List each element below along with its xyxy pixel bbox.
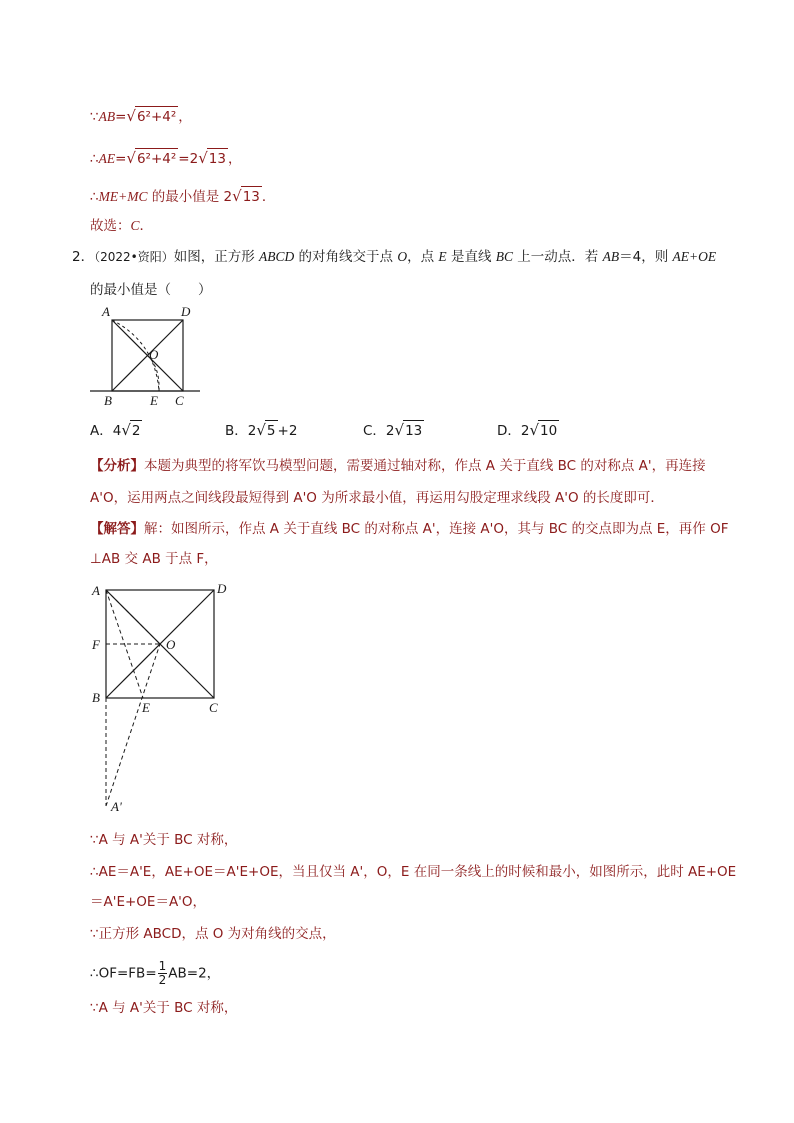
fig2-label-c: C: [209, 700, 218, 715]
step-5: ∴OF=FB= $\frac{1}{2}$ AB=2，: [90, 959, 221, 987]
fig1-label-o: O: [149, 347, 159, 362]
step-4: ∵正方形 ABCD，点 O 为对角线的交点，: [90, 926, 336, 942]
step-1: ∵A 与 A'关于 BC 对称，: [90, 832, 238, 848]
analysis-line-2: A'O，运用两点之间线段最短得到 A'O 为所求最小值，再运用勾股定理求线段 A'O 的长度即可．: [90, 490, 664, 506]
line-ab-sqrt: ∵AB=√6²+4² ，: [90, 107, 192, 125]
step-3: ＝A'E+OE＝A'O，: [90, 894, 207, 910]
answer-line-2: ⊥AB 交 AB 于点 F，: [90, 551, 218, 567]
figure-2-reflection: [85, 575, 245, 815]
fig1-label-e: E: [150, 393, 158, 407]
fig2-label-e: E: [142, 700, 150, 715]
step-2: ∴AE＝A'E，AE+OE＝A'E+OE，当且仅当 A'，O，E 在同一条线上的时候和最小，如图所示，此时 AE+OE: [90, 864, 737, 880]
fig2-label-o: O: [166, 637, 176, 652]
option-c: C．2√13: [363, 421, 423, 439]
fig1-label-d: D: [181, 304, 191, 319]
fig2-label-f: F: [92, 637, 100, 652]
fig2-dashed-aprime-o: [106, 644, 160, 806]
question-2-stem-cont: 的最小值是（ ）: [90, 282, 212, 298]
fig2-label-d: D: [217, 581, 227, 596]
fig1-label-b: B: [104, 393, 112, 407]
fraction-half: $\frac{1}{2}$: [158, 959, 167, 987]
fig1-label-a: A: [102, 304, 110, 319]
step-6: ∵A 与 A'关于 BC 对称，: [90, 1000, 238, 1016]
option-b: B．2√5 +2: [225, 421, 298, 439]
option-a: A．4√2: [90, 421, 141, 439]
figure-1-square: [85, 302, 225, 407]
fig2-label-aprime: A': [111, 799, 122, 814]
answer-line-1: 【解答】解：如图所示，作点 A 关于直线 BC 的对称点 A'，连接 A'O，其与 BC 的交点即为点 E，再作 OF: [90, 521, 729, 537]
fig1-label-c: C: [175, 393, 184, 407]
line-ae-sqrt: ∴AE=√6²+4² =2√13 ，: [90, 149, 242, 167]
line-min-value: ∴ME+MC 的最小值是 2√13 ．: [90, 187, 276, 205]
question-2-stem: 2．（2022•资阳）如图，正方形 ABCD 的对角线交于点 O，点 E 是直线 BC 上一动点．若 AB＝4，则 AE+OE: [72, 249, 717, 265]
fig2-label-b: B: [92, 690, 100, 705]
option-d: D．2√10: [497, 421, 558, 439]
line-choice: 故选：C．: [90, 218, 154, 234]
fig2-label-a: A: [92, 583, 100, 598]
analysis-line-1: 【分析】本题为典型的将军饮马模型问题，需要通过轴对称，作点 A 关于直线 BC 的对称点 A'，再连接: [90, 458, 706, 474]
